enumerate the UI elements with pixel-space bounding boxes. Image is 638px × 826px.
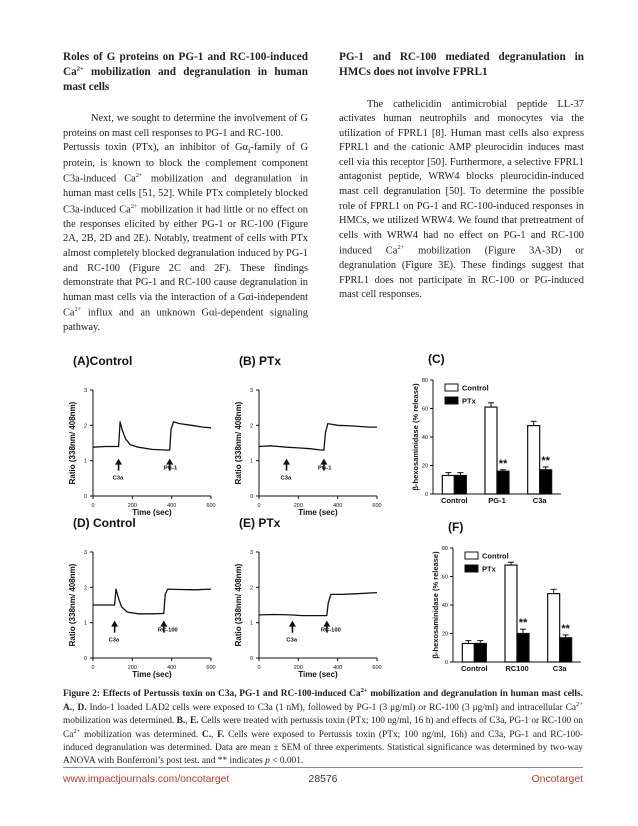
y-tick-label: 3: [249, 550, 253, 556]
y-tick-label: 1: [249, 620, 253, 627]
agonist-label: C3a: [108, 637, 120, 644]
y-tick-label: 80: [441, 546, 448, 552]
bar: [497, 471, 509, 494]
right-column: [339, 50, 584, 303]
x-tick-label: 600: [372, 665, 382, 671]
significance-marker: **: [541, 454, 550, 467]
x-tick-label: 400: [167, 503, 177, 509]
legend-label: PTx: [462, 396, 476, 406]
left-column: [63, 50, 308, 336]
agonist-label: PG-1: [163, 465, 178, 472]
significance-marker: **: [518, 617, 528, 630]
section-heading-g-proteins: Roles of G proteins on PG-1 and RC-100-induced $Ca^{2+}$ mobilization and degranulation in human mast cells: [63, 51, 308, 93]
y-tick-label: 0: [424, 492, 428, 498]
x-axis-label: Time (sec): [298, 508, 338, 517]
section-heading-fprl1: PG-1 and RC-100 mediated degranulation in HMCs does not involve FPRL1: [339, 51, 584, 78]
significance-marker: **: [561, 622, 570, 635]
y-tick-label: 0: [249, 494, 253, 500]
x-tick-label: 600: [206, 503, 216, 509]
arrow-head-icon: [160, 621, 167, 627]
panel-label: (A)Control: [73, 354, 133, 368]
figure-2: [63, 345, 583, 685]
journal-name: Oncotarget: [531, 774, 583, 785]
panel-c: [411, 352, 561, 505]
y-axis-label: Ratio (338nm/ 408nm): [68, 401, 77, 485]
bar: [505, 565, 517, 662]
calcium-trace: [259, 424, 377, 451]
y-tick-label: 2: [249, 423, 253, 430]
panel-d: [68, 516, 216, 679]
y-tick-label: 40: [441, 603, 448, 609]
bar: [560, 638, 572, 662]
bar: [462, 643, 474, 662]
category-label: RC100: [505, 664, 529, 673]
category-label: C3a: [532, 496, 547, 505]
legend-label: Control: [482, 551, 509, 561]
x-axis-label: Time (sec): [132, 670, 172, 679]
agonist-label: C3a: [112, 475, 124, 482]
x-tick-label: 0: [91, 665, 95, 671]
x-tick-label: 200: [127, 665, 137, 671]
y-tick-label: 0: [83, 494, 87, 500]
y-tick-label: 1: [249, 458, 253, 465]
bar: [442, 475, 454, 494]
page-footer: [63, 767, 583, 798]
x-tick-label: 0: [257, 503, 261, 509]
significance-marker: **: [498, 457, 508, 470]
y-axis-label: Ratio (338nm/ 408nm): [68, 563, 77, 647]
y-tick-label: 60: [421, 406, 428, 413]
calcium-trace: [259, 593, 377, 616]
agonist-label: RC-100: [320, 627, 341, 634]
y-tick-label: 1: [83, 458, 87, 465]
legend-swatch: [445, 384, 458, 391]
bar: [517, 634, 529, 663]
x-tick-label: 0: [257, 665, 261, 671]
arrow-head-icon: [166, 459, 173, 465]
figure-caption: Figure 2: Effects of Pertussis toxin on C3a, PG-1 and RC-100-induced $Ca^{2+}$ mobilization and degranulation in human mast cells. A., D. Indo-1 loaded LAD2 cells were exposed to C3a (1 nM), followed by PG-1 (3 μg/ml) or RC-100 (3 μg/ml) and intracellular $Ca^{2+}$ mobilization was determined. B., E. Cells were treated with pertussis toxin (PTx; 100 ng/ml, 16 h) and effects of C3a, PG-1 or RC-100 on $Ca^{2+}$ mobilization was determined. C., F. Cells were exposed to Pertussis toxin (PTx; 100 ng/ml, 16h) and C3a, PG-1 and RC-100-induced degranulation was determined. Data are mean ± SEM of three experiments. Statistical significance was determined by two-way ANOVA with Bonferroni’s post test. and ** indicates p < 0.001.: [63, 687, 584, 767]
bar: [454, 475, 466, 494]
paragraph: Next, we sought to determine the involvement of G proteins on mast cell responses to PG-1 and RC-100.: [63, 113, 308, 139]
y-tick-label: 20: [421, 463, 428, 470]
y-tick-label: 2: [83, 423, 87, 430]
legend-swatch: [465, 552, 478, 559]
arrow-head-icon: [283, 459, 290, 465]
arrow-head-icon: [323, 621, 330, 627]
x-tick-label: 600: [206, 665, 216, 671]
category-label: Control: [440, 496, 468, 505]
x-tick-label: 400: [167, 665, 177, 671]
y-tick-label: 3: [83, 388, 87, 394]
x-tick-label: 0: [91, 503, 95, 509]
x-tick-label: 400: [333, 503, 343, 509]
agonist-label: PG-1: [317, 465, 332, 472]
x-tick-label: 600: [372, 503, 382, 509]
x-tick-label: 200: [127, 503, 137, 509]
y-tick-label: 0: [249, 656, 253, 662]
agonist-label: C3a: [286, 637, 298, 644]
agonist-label: C3a: [280, 475, 292, 482]
bar: [485, 407, 497, 494]
agonist-label: RC-100: [157, 627, 178, 634]
legend-swatch: [445, 397, 458, 404]
y-axis-label: Ratio (338nm/ 408nm): [234, 563, 243, 647]
arrow-head-icon: [111, 621, 118, 627]
panel-label: (E) PTx: [239, 516, 281, 530]
y-tick-label: 40: [421, 435, 428, 441]
legend-label: PTx: [482, 564, 496, 574]
y-tick-label: 3: [249, 388, 253, 394]
calcium-trace: [93, 422, 211, 450]
y-tick-label: 20: [441, 631, 448, 638]
journal-url-link[interactable]: www.impactjournals.com/oncotarget: [63, 774, 230, 785]
x-axis-label: Time (sec): [132, 508, 172, 517]
y-tick-label: 2: [83, 585, 87, 592]
y-tick-label: 2: [249, 585, 253, 592]
y-axis-label: β-hexosaminidase (% release): [411, 383, 420, 491]
y-tick-label: 3: [83, 550, 87, 556]
y-tick-label: 60: [441, 574, 448, 581]
panel-label: (F): [448, 520, 464, 534]
paragraph: Pertussis toxin (PTx), an inhibitor of $G\alpha_i$-family of G protein, is known to block the complement component C3a-induced $Ca^{2+}$ mobilization and degranulation in human mast cells [51, 52]. While PTx completely blocked C3a-induced $Ca^{2+}$ mobilization it had little or no effect on the responses elicited by either PG-1 or RC-100 (Figure 2A, 2B, 2D and 2E). Notably, treatment of cells with PTx almost completely blocked degranulation induced by PG-1 and RC-100 (Figure 2C and 2F). These findings demonstrate that PG-1 and RC-100 cause degranulation in human mast cells via the interaction of a Gαi-independent $Ca^{2+}$ influx and an unknown Gαi-dependent signaling pathway.: [63, 142, 309, 334]
y-axis-label: Ratio (338nm/ 408nm): [234, 401, 243, 485]
bar: [540, 470, 552, 494]
paragraph: The cathelicidin antimicrobial peptide LL-37 activates human neutrophils and monocytes via the utilization of FPRL1 [8]. Human mast cells also express FPRL1 and the cationic AMP pleurocidin induces mast cell via this receptor [50]. Furthermore, a selective FPRL1 antagonist peptide, WRW4 blocks pleurocidin-induced mast cell degranulation [50]. To determine the possible role of FPRL1 on PG-1 and RC-100-induced responses in HMCs, we utilized WRW4. We found that pretreatment of cells with WRW4 had no effect on PG-1 and RC-100 induced $Ca^{2+}$ mobilization (Figure 3A-3D) or degranulation (Figure 3E). These findings suggest that FPRL1 does not participate in RC-100 or PG-induced mast cell responses.: [339, 98, 584, 301]
x-tick-label: 200: [293, 665, 303, 671]
bar: [548, 594, 560, 662]
panel-label: (D) Control: [73, 516, 136, 530]
arrow-head-icon: [115, 459, 122, 465]
legend-swatch: [465, 565, 478, 572]
y-tick-label: 1: [83, 620, 87, 627]
panel-label: (B) PTx: [239, 354, 281, 368]
category-label: Control: [460, 664, 488, 673]
calcium-trace: [93, 589, 211, 614]
panel-b: [234, 354, 382, 517]
page-number: 28576: [308, 774, 338, 785]
panel-e: [234, 516, 382, 679]
y-tick-label: 0: [83, 656, 87, 662]
y-axis-label: β-hexosaminidase (% release): [431, 551, 440, 659]
x-axis-label: Time (sec): [298, 670, 338, 679]
bar: [528, 426, 540, 494]
panel-label: (C): [428, 352, 445, 366]
category-label: C3a: [552, 664, 567, 673]
arrow-head-icon: [289, 621, 296, 627]
y-tick-label: 80: [421, 378, 428, 384]
category-label: PG-1: [488, 496, 506, 505]
legend-label: Control: [462, 383, 489, 393]
x-tick-label: 400: [333, 665, 343, 671]
y-tick-label: 0: [444, 660, 448, 666]
arrow-head-icon: [320, 459, 327, 465]
panel-f: [431, 520, 581, 673]
bar: [474, 643, 486, 662]
panel-a: [68, 354, 216, 517]
x-tick-label: 200: [293, 503, 303, 509]
